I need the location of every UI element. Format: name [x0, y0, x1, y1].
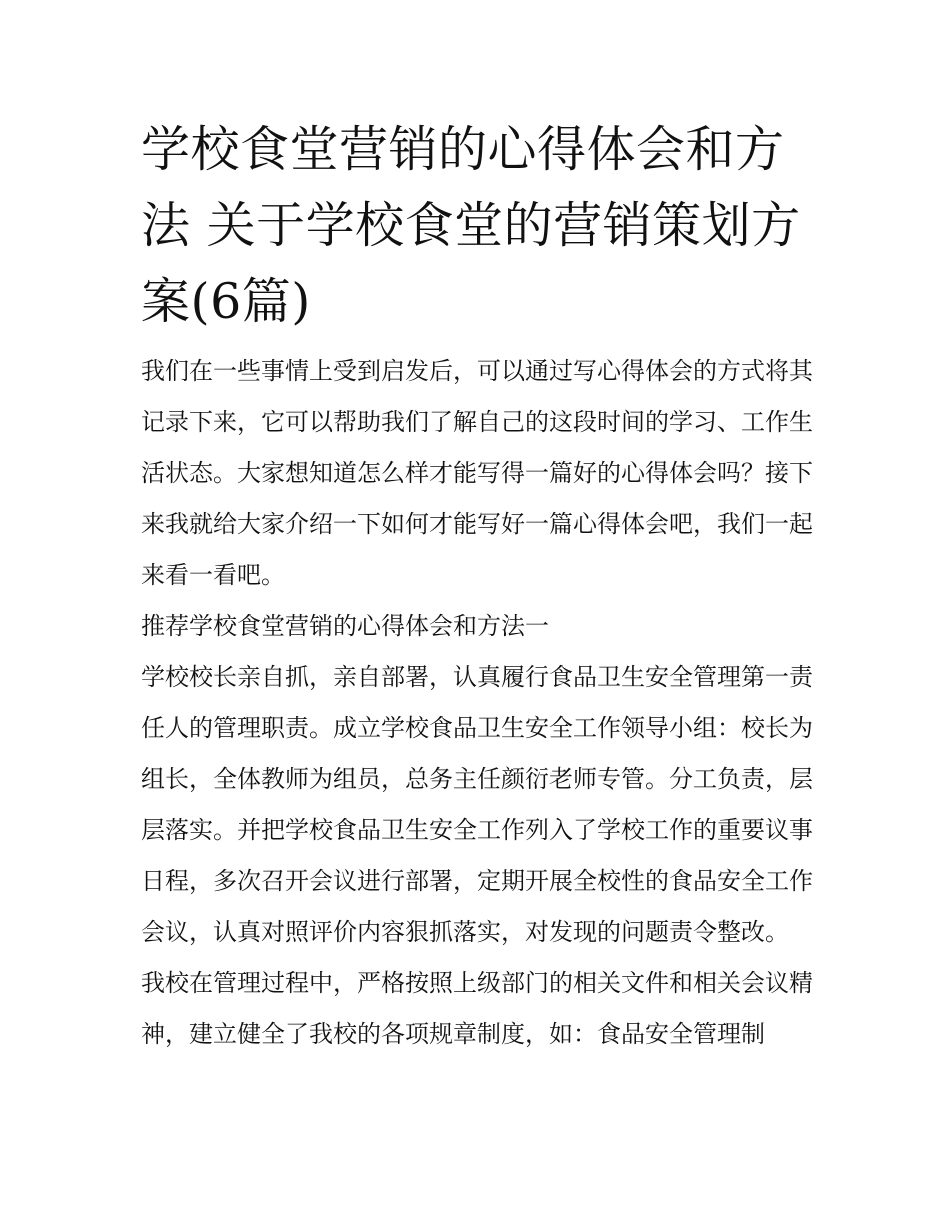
body-paragraph: 学校校长亲自抓，亲自部署，认真履行食品卫生安全管理第一责任人的管理职责。成立学校食品卫生安全工作领导小组：校长为组长，全体教师为组员，总务主任颜衍老师专管。分工负责，层层落实。并把学校食品卫生安全工作列入了学校工作的重要议事日程，多次召开会议进行部署，定期开展全校性的食品安全工作会议，认真对照评价内容狠抓落实，对发现的问题责令整改。 — [141, 663, 813, 946]
section-heading: 推荐学校食堂营销的心得体会和方法一 — [141, 612, 549, 640]
document-body — [141, 112, 813, 1060]
document-title: 学校食堂营销的心得体会和方法 关于学校食堂的营销策划方案(6篇) — [141, 121, 801, 330]
intro-paragraph: 我们在一些事情上受到启发后，可以通过写心得体会的方式将其记录下来，它可以帮助我们了解自己的这段时间的学习、工作生活状态。大家想知道怎么样才能写得一篇好的心得体会吗？接下来我就给大家介绍一下如何才能写好一篇心得体会吧，我们一起来看一看吧。 — [141, 357, 813, 589]
body-paragraph: 我校在管理过程中，严格按照上级部门的相关文件和相关会议精神，建立健全了我校的各项规章制度，如：食品安全管理制 — [141, 969, 813, 1048]
